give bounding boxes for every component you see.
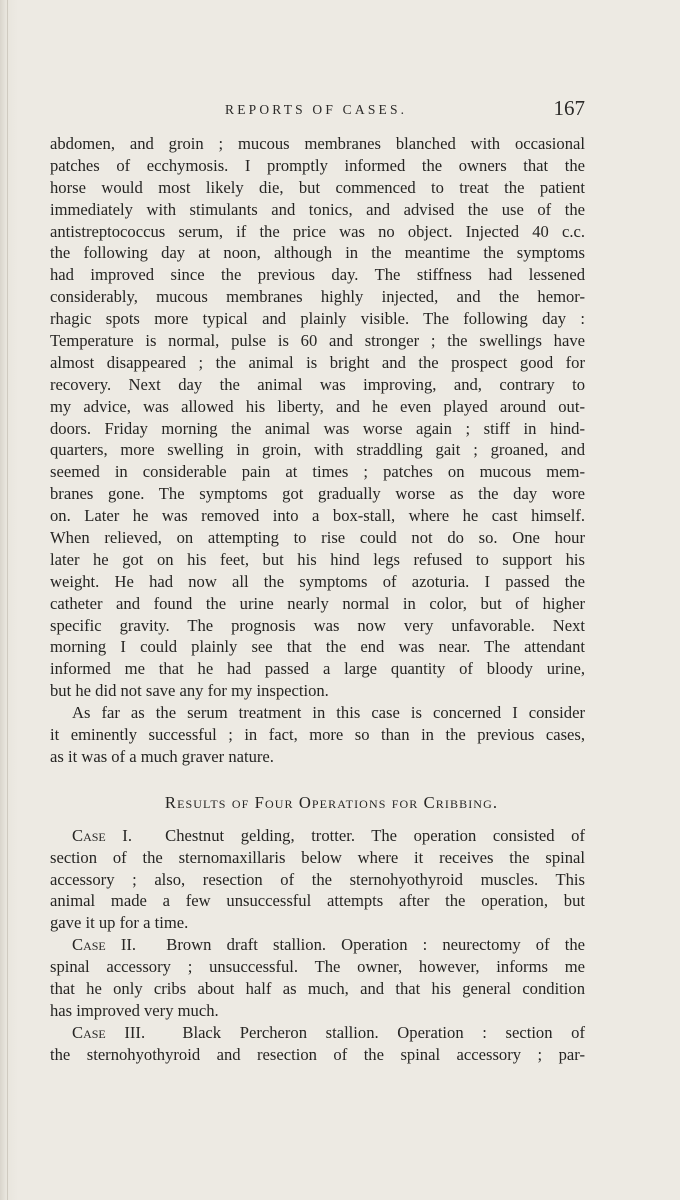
paragraph-continuation [50, 133, 585, 702]
text-line: it eminently successful ; in fact, more so than in the previous cases, [50, 725, 585, 745]
case-3-paragraph [50, 1022, 585, 1066]
text-line: When relieved, on attempting to rise could not do so. One hour [50, 528, 585, 548]
text-line: patches of ecchymosis. I promptly informed the owners that the [50, 155, 585, 175]
text-line: weight. He had now all the symptoms of azoturia. I passed the [50, 571, 585, 591]
text-line: horse would most likely die, but commenced to treat the patient [50, 177, 585, 197]
text-line: considerably, mucous membranes highly injected, and the hemor- [50, 287, 585, 307]
text-line: later he got on his feet, but his hind legs refused to support his [50, 549, 585, 569]
text-line: accessory ; also, resection of the sternohyothyroid muscles. This [50, 869, 585, 889]
text-line: quarters, more swelling in groin, with straddling gait ; groaned, and [50, 440, 585, 460]
case-1-paragraph [50, 825, 585, 934]
text-line: as it was of a much graver nature. [50, 746, 274, 766]
text-line: but he did not save any for my inspection. [50, 681, 329, 701]
text-line: animal made a few unsuccessful attempts after the operation, but [50, 891, 585, 911]
text-line: seemed in considerable pain at times ; patches on mucous mem- [50, 462, 585, 482]
case-3-first-text: Black Percheron stallion. Operation : section of [182, 1022, 585, 1042]
text-line: antistreptococcus serum, if the price was no object. Injected 40 c.c. [50, 221, 585, 241]
text-line: As far as the serum treatment in this case is concerned I consider [72, 703, 585, 723]
case-2-label: Case II. [72, 935, 137, 955]
page-binding-edge [7, 0, 8, 1200]
text-line: section of the sternomaxillaris below where it receives the spinal [50, 847, 585, 867]
case-1-label: Case I. [72, 825, 132, 845]
text-line: recovery. Next day the animal was improving, and, contrary to [50, 374, 585, 394]
running-head: REPORTS OF CASES. [225, 102, 408, 117]
text-line: specific gravity. The prognosis was now very unfavorable. Next [50, 615, 585, 635]
text-line: morning I could plainly see that the end was near. The attendant [50, 637, 585, 657]
case-2-first-line [50, 934, 585, 956]
body-text [50, 133, 585, 1066]
case-1-first-line [50, 825, 585, 847]
text-line: the following day at noon, although in the meantime the symptoms [50, 243, 585, 263]
text-line: my advice, was allowed his liberty, and he even played around out- [50, 396, 585, 416]
page-header [50, 96, 585, 122]
text-line: the sternohyothyroid and resection of the spinal accessory ; par- [50, 1044, 585, 1064]
text-line: Temperature is normal, pulse is 60 and stronger ; the swellings have [50, 331, 585, 351]
page-number: 167 [553, 96, 585, 120]
text-line: has improved very much. [50, 1000, 219, 1020]
case-3-label: Case III. [72, 1022, 146, 1042]
paragraph-serum-conclusion [50, 702, 585, 768]
text-line: informed me that he had passed a large quantity of bloody urine, [50, 659, 585, 679]
text-line: had improved since the previous day. The stiffness had lessened [50, 265, 585, 285]
text-line: on. Later he was removed into a box-stall, where he cast himself. [50, 506, 585, 526]
case-2-paragraph [50, 934, 585, 1022]
text-line: spinal accessory ; unsuccessful. The owner, however, informs me [50, 957, 585, 977]
text-line: abdomen, and groin ; mucous membranes blanched with occasional [50, 134, 585, 153]
case-1-first-text: Chestnut gelding, trotter. The operation consisted of [165, 825, 585, 845]
text-line: doors. Friday morning the animal was worse again ; stiff in hind- [50, 418, 585, 438]
text-line: that he only cribs about half as much, and that his general condition [50, 978, 585, 998]
text-line: catheter and found the urine nearly normal in color, but of higher [50, 593, 585, 613]
text-line: almost disappeared ; the animal is bright and the prospect good for [50, 352, 585, 372]
case-3-first-line [50, 1022, 585, 1044]
case-2-first-text: Brown draft stallion. Operation : neurectomy of the [166, 935, 585, 955]
text-line: gave it up for a time. [50, 913, 189, 933]
section-heading: Results of Four Operations for Cribbing. [164, 792, 499, 812]
text-line: rhagic spots more typical and plainly visible. The following day : [50, 309, 585, 329]
text-line: immediately with stimulants and tonics, and advised the use of the [50, 199, 585, 219]
text-line: branes gone. The symptoms got gradually worse as the day wore [50, 484, 585, 504]
